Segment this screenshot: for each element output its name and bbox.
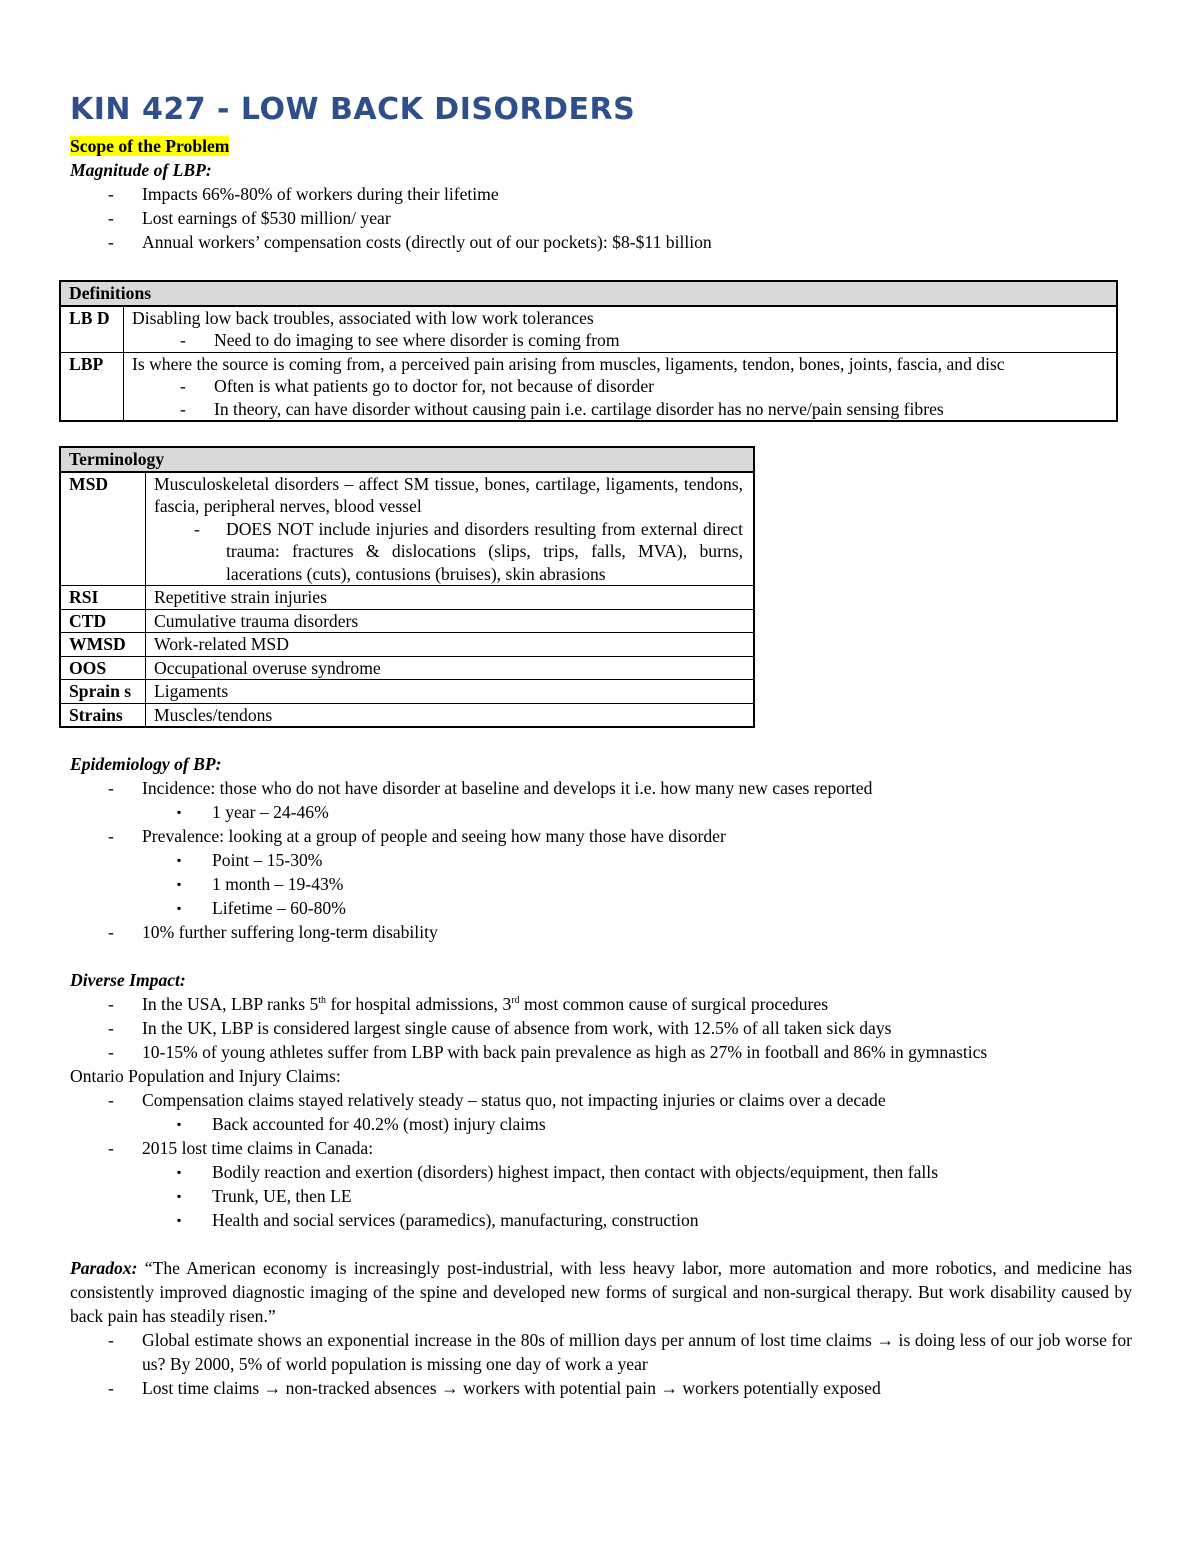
definition-text: Is where the source is coming from, a perceived pain arising from muscles, ligaments, tendon, bones, joints, fascia, and disc - Often is what patients go to doctor for, not because of disorder - In theory, can have disorder without causing pain i.e. cartilage disorder has no nerve/pain sensing fibres — [124, 352, 1118, 421]
list-item: - 10% further suffering long-term disability — [108, 922, 438, 942]
list-item: - In the USA, LBP ranks 5th for hospital admissions, 3rd most common cause of surgical procedures — [108, 994, 829, 1014]
list-item: - Impacts 66%-80% of workers during their lifetime — [108, 184, 499, 204]
terminology-table — [59, 446, 755, 728]
document-page — [70, 92, 1132, 1400]
list-item: ▪ Point – 15-30% — [177, 850, 323, 870]
list-item: ▪ Trunk, UE, then LE — [177, 1186, 352, 1206]
paradox-list — [70, 1328, 1132, 1400]
list-item: - 2015 lost time claims in Canada: — [108, 1138, 374, 1158]
definitions-header: Definitions — [60, 281, 1117, 306]
list-item: ▪ Back accounted for 40.2% (most) injury claims — [177, 1114, 546, 1134]
definitions-table — [59, 280, 1118, 422]
doc-title: KIN 427 - LOW BACK DISORDERS — [70, 92, 636, 127]
definition-text: Disabling low back troubles, associated with low work tolerances - Need to do imaging to see where disorder is coming from — [124, 306, 1118, 353]
paradox-label: Paradox: — [70, 1258, 138, 1278]
list-item: ▪ Lifetime – 60-80% — [177, 898, 346, 918]
paradox-quote: “The American economy is increasingly post-industrial, with less heavy labor, more automation and more robotics, and medicine has consistently improved diagnostic imaging of the spine and developed new forms of surgical and non-surgical therapy. But work disability caused by back pain has steadily risen.” — [70, 1258, 1132, 1326]
list-item: - Global estimate shows an exponential increase in the 80s of million days per annum of lost time claims → is doing less of our job worse for us? By 2000, 5% of world population is missing one day of work a year — [108, 1330, 1132, 1374]
paradox-paragraph — [70, 1256, 1132, 1328]
list-item: - 10-15% of young athletes suffer from LBP with back pain prevalence as high as 27% in football and 86% in gymnastics — [108, 1042, 988, 1062]
diverse-list — [70, 992, 1132, 1064]
list-item: - Prevalence: looking at a group of people and seeing how many those have disorder — [108, 826, 726, 846]
definition-key: LB D — [60, 306, 124, 353]
list-item: ▪ Health and social services (paramedics), manufacturing, construction — [177, 1210, 699, 1230]
epidemiology-heading: Epidemiology of BP: — [70, 754, 222, 774]
table-row: RSI Repetitive strain injuries — [60, 586, 754, 610]
list-item: - Lost time claims → non-tracked absences → workers with potential pain → workers potentially exposed — [108, 1378, 881, 1398]
term-text: Musculoskeletal disorders – affect SM tissue, bones, cartilage, ligaments, tendons, fascia, peripheral nerves, blood vessel - DOES NOT include injuries and disorders resulting from external direct trauma: fractures & dislocations (slips, trips, falls, MVA), burns, lacerations (cuts), contusions (bruises), skin abrasions — [146, 472, 755, 586]
definition-key: LBP — [60, 352, 124, 421]
epidemiology-list — [70, 776, 1132, 800]
table-row: WMSD Work-related MSD — [60, 633, 754, 657]
table-row: Strains Muscles/tendons — [60, 703, 754, 727]
list-item: ▪ Bodily reaction and exertion (disorders) highest impact, then contact with objects/equipment, then falls — [177, 1162, 939, 1182]
diverse-heading: Diverse Impact: — [70, 970, 186, 990]
table-row — [60, 352, 1117, 421]
terminology-header: Terminology — [60, 447, 754, 472]
list-item: - Incidence: those who do not have disorder at baseline and develops it i.e. how many new cases reported — [108, 778, 873, 798]
list-item: ▪ 1 month – 19-43% — [177, 874, 344, 894]
magnitude-list — [70, 182, 1132, 254]
list-item: ▪ 1 year – 24-46% — [177, 802, 329, 822]
scope-heading: Scope of the Problem — [70, 136, 230, 156]
list-item: - Lost earnings of $530 million/ year — [108, 208, 391, 228]
ontario-heading: Ontario Population and Injury Claims: — [70, 1066, 341, 1086]
list-item: - Annual workers’ compensation costs (directly out of our pockets): $8-$11 billion — [108, 232, 712, 252]
incidence-sublist — [70, 800, 1132, 824]
list-item: - Compensation claims stayed relatively steady – status quo, not impacting injuries or claims over a decade — [108, 1090, 886, 1110]
magnitude-heading: Magnitude of LBP: — [70, 160, 212, 180]
prevalence-sublist — [70, 848, 1132, 920]
table-row: CTD Cumulative trauma disorders — [60, 609, 754, 633]
table-row: Sprain s Ligaments — [60, 680, 754, 704]
table-row: OOS Occupational overuse syndrome — [60, 656, 754, 680]
table-row — [60, 306, 1117, 353]
scope-heading-line — [70, 134, 1132, 158]
term-key: MSD — [60, 472, 146, 586]
list-item: - In the UK, LBP is considered largest single cause of absence from work, with 12.5% of all taken sick days — [108, 1018, 892, 1038]
table-row — [60, 472, 754, 586]
